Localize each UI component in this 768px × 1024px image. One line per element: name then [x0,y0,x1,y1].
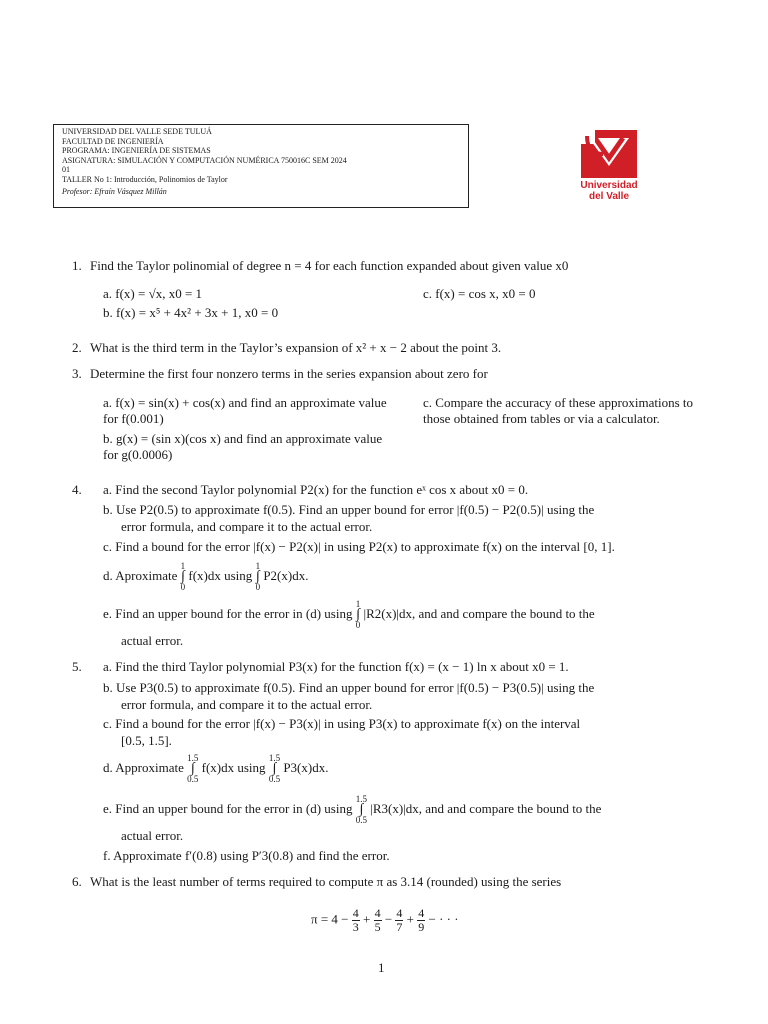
header-box [53,124,469,208]
integral-sign: 1.5 ∫ 0.5 [187,753,199,784]
header-university: UNIVERSIDAD DEL VALLE SEDE TULUÁ [62,127,212,136]
problem-5c-line2: [0.5, 1.5]. [121,733,172,748]
series-fraction [417,907,425,934]
problem-5d-prefix: d. Approximate [103,759,184,775]
problem-4e [103,600,595,630]
problem-1-text: Find the Taylor polinomial of degree n = 4 for each function expanded about given value x0 [90,258,569,273]
fraction-denominator: 3 [352,920,359,934]
header-faculty: FACULTAD DE INGENIERÍA [62,136,164,146]
series-tail: − · · · [428,911,459,927]
problem-4e-suffix: |R2(x)|dx, and and compare the bound to the [363,605,595,621]
problem-5b-line2: error formula, and compare it to the actual error. [121,697,373,712]
problem-5d-suffix: P3(x)dx. [283,759,329,775]
integral-upper: 1.5 [355,794,367,804]
header-course: ASIGNATURA: SIMULACIÓN Y COMPUTACIÓN NUMÉRICA 750016C SEM 2024 [62,155,347,165]
integral-upper: 1 [255,561,261,571]
fraction-numerator: 4 [374,906,381,920]
fraction-numerator: 4 [352,906,359,920]
problem-5f: f. Approximate f′(0.8) using P′3(0.8) and find the error. [103,848,390,863]
problem-5e-prefix: e. Find an upper bound for the error in (d) using [103,800,353,816]
problem-5b-line1: b. Use P3(0.5) to approximate f(0.5). Find an upper bound for error |f(0.5) − P3(0.5)| using the [103,680,595,695]
integral-upper: 1.5 [187,753,199,763]
series-operator: + [406,911,415,927]
problem-5-number: 5. [72,659,82,674]
problem-3-number: 3. [72,366,82,381]
series-operator: + [362,911,371,927]
problem-1a: a. f(x) = √x, x0 = 1 [103,286,203,301]
fraction-denominator: 5 [374,920,381,934]
fraction-numerator: 4 [418,906,425,920]
integral-sign: 1 ∫ 0 [180,561,186,592]
header-professor: Profesor: Efraín Vásquez Millán [62,187,167,196]
problem-6-number: 6. [72,874,82,889]
problem-4c: c. Find a bound for the error |f(x) − P2(x)| in using P2(x) to approximate f(x) on the interval [0, 1]. [103,539,615,554]
problem-4b-line1: b. Use P2(0.5) to approximate f(0.5). Find an upper bound for error |f(0.5) − P2(0.5)| using the [103,502,595,517]
problem-4a: a. Find the second Taylor polynomial P2(x) for the function eˣ cos x about x0 = 0. [103,482,529,497]
problem-5a: a. Find the third Taylor polynomial P3(x) for the function f(x) = (x − 1) ln x about x0 = 1. [103,659,569,674]
header-workshop: TALLER No 1: Introducción, Polinomios de Taylor [62,174,228,184]
problem-4d-middle: f(x)dx using [188,567,253,583]
integral-upper: 1 [180,561,186,571]
problem-4d-suffix: P2(x)dx. [263,567,309,583]
problem-2-text: What is the third term in the Taylor’s expansion of x² + x − 2 about the point 3. [90,340,502,355]
problem-4d [103,562,308,592]
logo-text-line2: del Valle [588,191,630,202]
problem-3-text: Determine the first four nonzero terms in the series expansion about zero for [90,366,488,381]
series-fraction [395,907,403,934]
integral-lower: 0 [180,582,186,592]
integral-lower: 0.5 [187,774,199,784]
problem-4-number: 4. [72,482,82,497]
integral-upper: 1 [355,599,361,609]
logo-text-line1: Universidad [580,180,638,191]
problem-5e-suffix: |R3(x)|dx, and and compare the bound to the [370,800,602,816]
problem-5c-line1: c. Find a bound for the error |f(x) − P3(x)| in using P3(x) to approximate f(x) on the interval [103,716,581,731]
pi-series-equation [311,907,459,934]
integral-sign: 1 ∫ 0 [255,561,261,592]
problem-1c: c. f(x) = cos x, x0 = 0 [423,286,536,301]
integral-lower: 0 [355,620,361,630]
problem-5e-line2: actual error. [121,828,184,843]
problem-4d-prefix: d. Aproximate [103,567,178,583]
problem-3a: a. f(x) = sin(x) + cos(x) and find an approximate value for f(0.001) [103,395,387,426]
series-operator: − [384,911,393,927]
problem-3c: c. Compare the accuracy of these approximations to those obtained from tables or via a calculator. [423,395,694,426]
integral-lower: 0 [255,582,261,592]
problem-5d-middle: f(x)dx using [201,759,266,775]
problem-4e-prefix: e. Find an upper bound for the error in (d) using [103,605,353,621]
integral-sign: 1.5 ∫ 0.5 [268,753,281,784]
header-semester: 01 [62,165,70,174]
problem-5e [103,795,601,825]
problem-4b-line2: error formula, and compare it to the actual error. [121,519,373,534]
problem-1b: b. f(x) = x⁵ + 4x² + 3x + 1, x0 = 0 [103,305,279,320]
problem-6-text: What is the least number of terms required to compute π as 3.14 (rounded) using the series [90,874,562,889]
problem-3b: b. g(x) = (sin x)(cos x) and find an approximate value for g(0.0006) [103,431,383,462]
fraction-denominator: 7 [396,920,403,934]
integral-upper: 1.5 [268,753,281,763]
series-fraction [352,907,360,934]
header-program: PROGRAMA: INGENIERÍA DE SISTEMAS [62,146,211,155]
fraction-numerator: 4 [396,906,403,920]
problem-1-number: 1. [72,258,82,273]
integral-lower: 0.5 [268,774,281,784]
integral-sign: 1 ∫ 0 [355,599,361,630]
integral-sign: 1.5 ∫ 0.5 [355,794,367,825]
fraction-denominator: 9 [418,920,425,934]
logo-caption [565,180,653,202]
problem-2-number: 2. [72,340,82,355]
integral-lower: 0.5 [355,815,367,825]
series-fraction [374,907,382,934]
series-lhs: π = 4 − [311,911,349,927]
page-number: 1 [378,960,385,975]
problem-5d [103,754,328,784]
problem-4e-line2: actual error. [121,633,184,648]
